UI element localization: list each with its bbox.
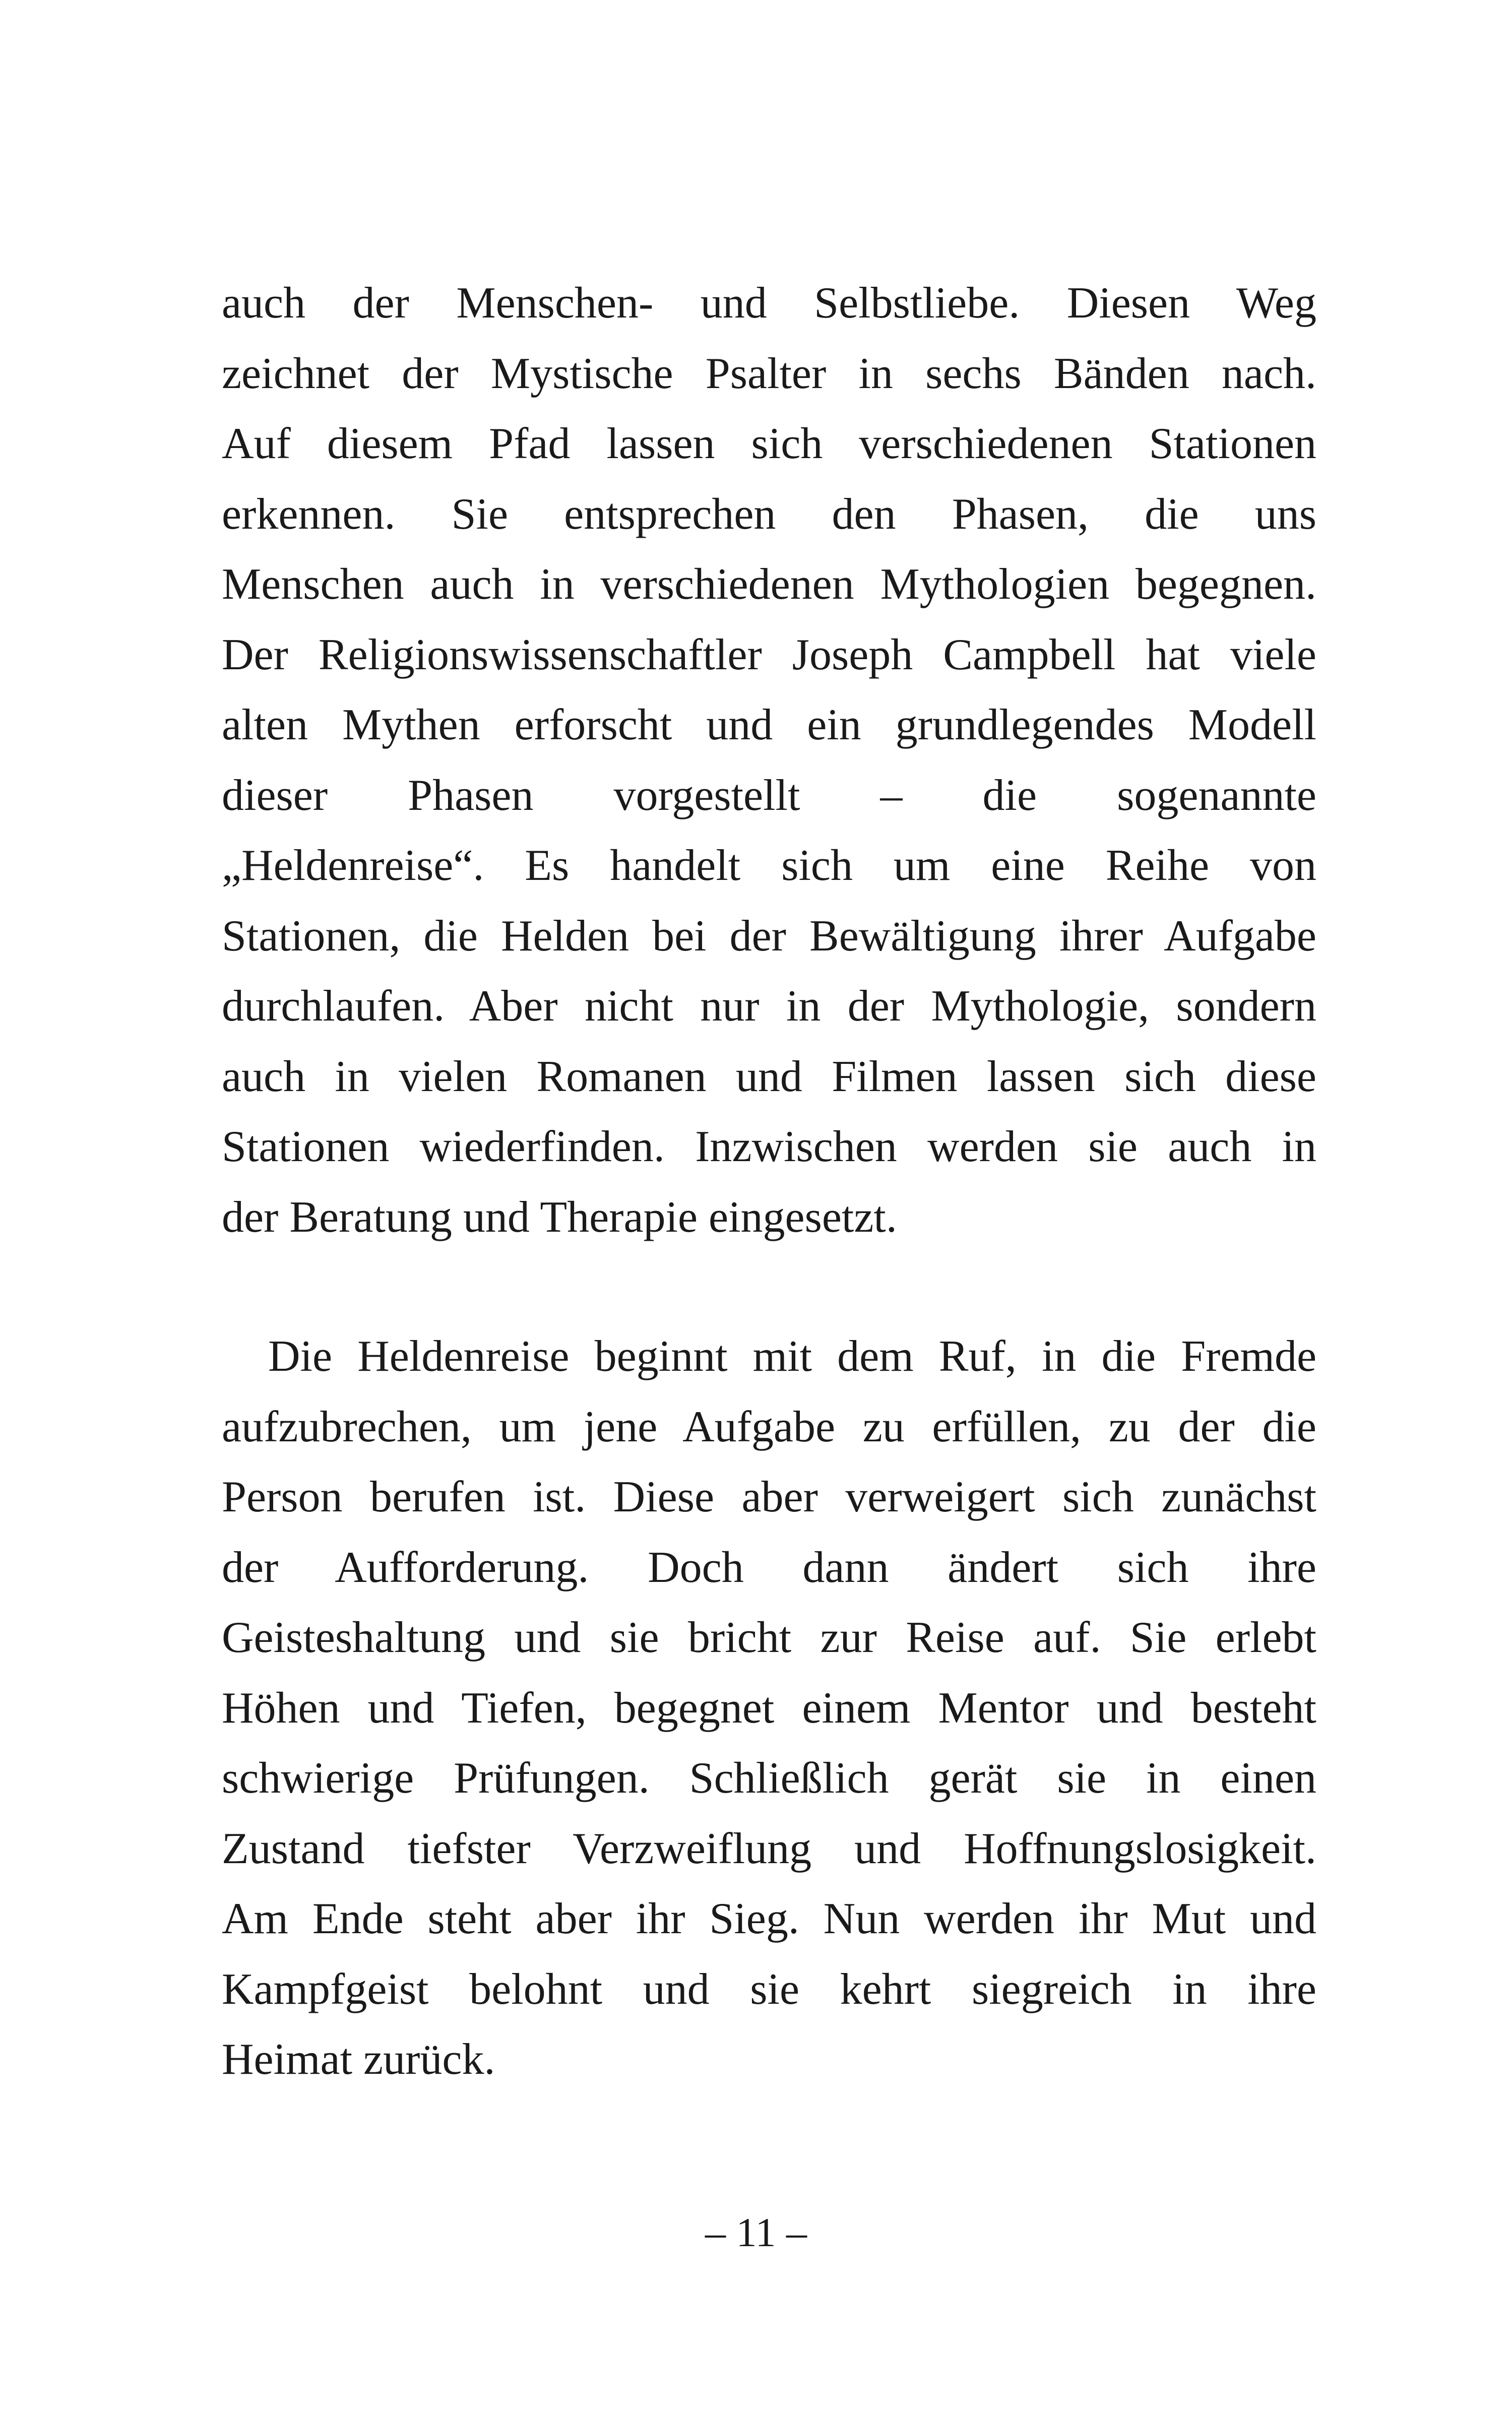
paragraph-line: dieser Phasen vorgestellt – die sogenannte bbox=[222, 771, 1316, 820]
paragraph-line: Heimat zurück. bbox=[222, 2035, 495, 2084]
paragraph-line: der Aufforderung. Doch dann ändert sich ihre bbox=[222, 1543, 1316, 1592]
paragraph-line: Menschen auch in verschiedenen Mythologien begegnen. bbox=[222, 560, 1316, 609]
paragraph-line: Am Ende steht aber ihr Sieg. Nun werden ihr Mut und bbox=[222, 1894, 1316, 1943]
paragraph-line: auch der Menschen- und Selbstliebe. Diesen Weg bbox=[222, 279, 1316, 328]
paragraph-line: der Beratung und Therapie eingesetzt. bbox=[222, 1192, 897, 1242]
paragraph-line: zeichnet der Mystische Psalter in sechs Bänden nach. bbox=[222, 349, 1316, 398]
page-number: – 11 – bbox=[705, 2209, 807, 2255]
paragraph-line: Stationen, die Helden bei der Bewältigung ihrer Aufgabe bbox=[222, 911, 1316, 961]
paragraph-line: Geisteshaltung und sie bricht zur Reise auf. Sie erlebt bbox=[222, 1613, 1316, 1662]
paragraph-line: Zustand tiefster Verzweiflung und Hoffnungslosigkeit. bbox=[222, 1824, 1316, 1873]
paragraph-line: durchlaufen. Aber nicht nur in der Mythologie, sondern bbox=[222, 982, 1316, 1031]
paragraph-line: Person berufen ist. Diese aber verweigert sich zunächst bbox=[222, 1473, 1316, 1521]
paragraph-line: Kampfgeist belohnt und sie kehrt siegreich in ihre bbox=[222, 1964, 1316, 2014]
paragraph-line: Stationen wiederfinden. Inzwischen werden sie auch in bbox=[222, 1122, 1316, 1171]
paragraph-line: Der Religionswissenschaftler Joseph Campbell hat viele bbox=[222, 630, 1316, 679]
paragraph-1 bbox=[222, 268, 1316, 1252]
paragraph-line: Höhen und Tiefen, begegnet einem Mentor und besteht bbox=[222, 1683, 1316, 1733]
paragraph-line: Die Heldenreise beginnt mit dem Ruf, in die Fremde bbox=[268, 1332, 1316, 1381]
paragraph-line: „Heldenreise“. Es handelt sich um eine Reihe von bbox=[222, 841, 1316, 890]
paragraph-line: alten Mythen erforscht und ein grundlegendes Modell bbox=[222, 701, 1316, 749]
paragraph-line: erkennen. Sie entsprechen den Phasen, die uns bbox=[222, 489, 1316, 539]
paragraph-line: aufzubrechen, um jene Aufgabe zu erfüllen, zu der die bbox=[222, 1402, 1316, 1451]
paragraph-line: auch in vielen Romanen und Filmen lassen sich diese bbox=[222, 1052, 1316, 1101]
paragraph-2 bbox=[222, 1321, 1316, 2095]
paragraph-line: Auf diesem Pfad lassen sich verschiedenen Stationen bbox=[222, 419, 1316, 468]
paragraph-line: schwierige Prüfungen. Schließlich gerät sie in einen bbox=[222, 1754, 1316, 1803]
